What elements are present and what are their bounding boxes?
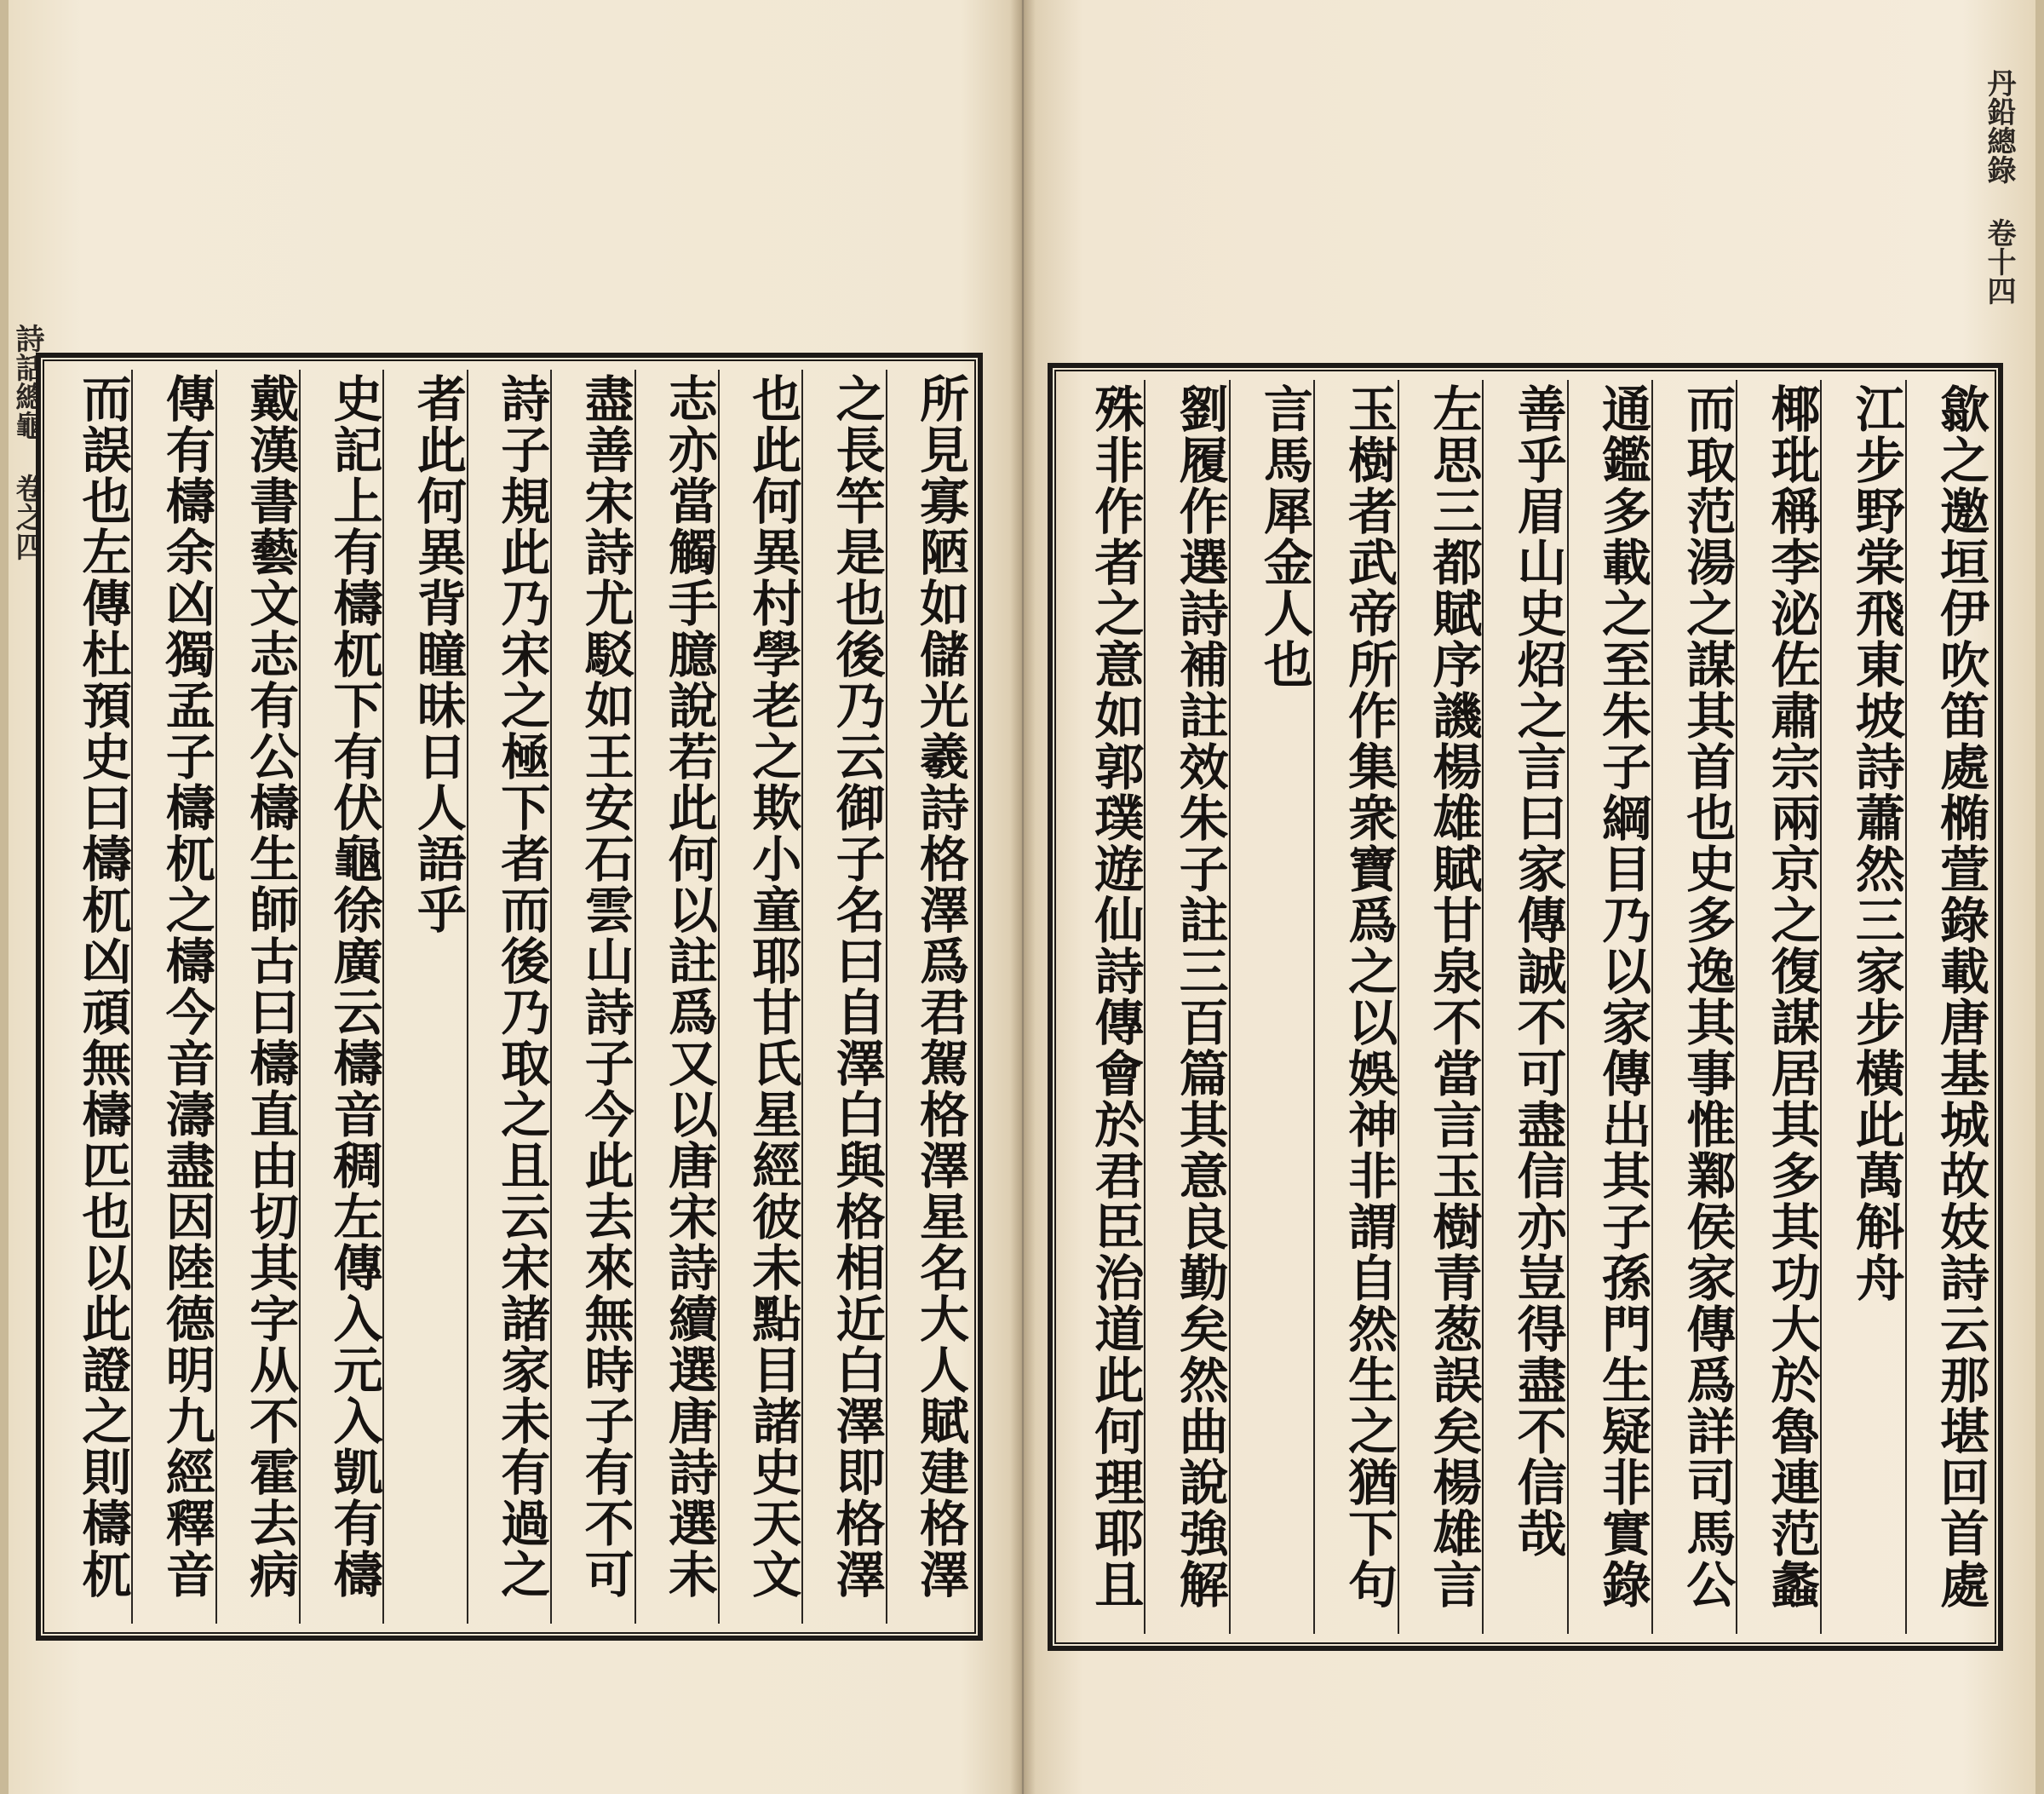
text-column: 詩子規此乃宋之極下者而後乃取之且云宋諸家未有過之: [467, 370, 550, 1624]
left-text-frame: [36, 353, 983, 1641]
text-column: 而誤也左傳杜預史曰檮杌凶頑無檮匹也以此證之則檮杌: [73, 373, 132, 1600]
text-column: 江步野棠飛東坡詩蕭然三家步橫此萬斛舟: [1820, 380, 1904, 1634]
text-column: 歙之邀垣伊吹笛處椭萱錄載唐基城故妓詩云那堪回首處: [1905, 380, 1989, 1634]
text-column: 椰玭稱李泌佐肅宗兩京之復謀居其多其功大於魯連范蠡: [1736, 380, 1820, 1634]
text-column: 也此何異村學老之欺小童耶甘氏星經彼未點目諸史天文: [718, 370, 801, 1624]
text-column: 左思三都賦序譏楊雄賦甘泉不當言玉樹青葱誤矣楊雄言: [1398, 380, 1482, 1634]
text-column: 通鑑多載之至朱子綱目乃以家傳出其子孫門生疑非實錄: [1567, 380, 1651, 1634]
right-text-columns: [1061, 380, 1989, 1634]
text-column: 劉履作選詩補註效朱子註三百篇其意良勤矣然曲說強解: [1144, 380, 1228, 1634]
text-column: 者此何異背瞳昧日人語乎: [382, 370, 466, 1624]
text-column: 所見寡陋如儲光羲詩格澤爲君駕格澤星名大人賦建格澤: [886, 370, 969, 1624]
text-column: 玉樹者武帝所作集衆寶爲之以娛神非謂自然生之猶下句: [1313, 380, 1398, 1634]
text-column: 傳有檮余凶獨孟子檮杌之檮今音濤盡因陸德明九經釋音: [131, 370, 215, 1624]
left-text-columns: [49, 370, 969, 1624]
text-column: 盡善宋詩尤駁如王安石雲山詩子今此去來無時子有不可: [550, 370, 634, 1624]
right-page: [1025, 0, 2044, 1794]
text-column: 志亦當觸手臆說若此何以註爲又以唐宋詩續選唐詩選未: [634, 370, 718, 1624]
text-column: 史記上有檮杌下有伏龜徐廣云檮音稠左傳入元入凱有檮: [299, 370, 382, 1624]
text-column: 戴漢書藝文志有公檮生師古曰檮直由切其字从不霍去病: [215, 370, 299, 1624]
right-page-margin-label: 丹鉛總錄 卷十四: [1982, 68, 2016, 305]
text-column: 殊非作者之意如郭璞遊仙詩傳會於君臣治道此何理耶且: [1086, 383, 1145, 1610]
text-column: 言馬犀金人也: [1229, 380, 1313, 1634]
right-text-frame: [1048, 363, 2003, 1651]
text-column: 而取范湯之謀其首也史多逸其事惟鄴侯家傳爲詳司馬公: [1651, 380, 1736, 1634]
text-column: 之長竿是也後乃云御子名曰自澤白與格相近白澤即格澤: [801, 370, 885, 1624]
text-column: 善乎眉山史炤之言曰家傳誠不可盡信亦豈得盡不信哉: [1482, 380, 1566, 1634]
left-page-margin-label: 詩話總龜 卷之四: [10, 324, 44, 561]
